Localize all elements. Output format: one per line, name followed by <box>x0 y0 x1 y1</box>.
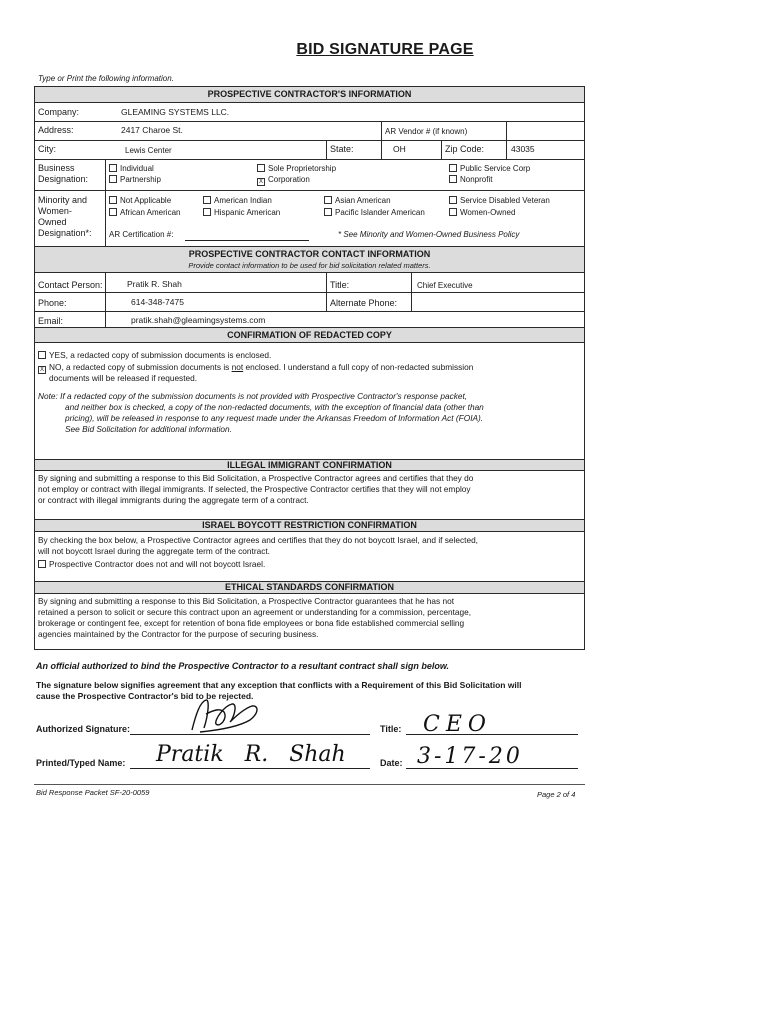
israel-checkbox-option[interactable]: Prospective Contractor does not and will not boycott Israel. <box>38 559 579 570</box>
redacted-note-1: Note: If a redacted copy of the submission documents is not provided with Prospective Contractor's response packet, <box>38 391 468 401</box>
minority-policy-note: * See Minority and Women-Owned Business Policy <box>338 230 520 239</box>
city-label: City: <box>38 144 56 154</box>
email-label: Email: <box>38 316 64 326</box>
contact-section-title: PROSPECTIVE CONTRACTOR CONTACT INFORMATION <box>188 249 431 259</box>
checkbox-checked-icon: X <box>258 179 263 185</box>
zip-label: Zip Code: <box>445 144 485 154</box>
minority-option-women-owned[interactable]: Women-Owned <box>449 208 515 218</box>
minority-option-not-applicable[interactable]: Not Applicable <box>109 196 171 206</box>
israel-line-2: will not boycott Israel during the aggregate term of the contract. <box>38 546 270 556</box>
printed-name-line[interactable] <box>130 768 370 769</box>
israel-line-1: By checking the box below, a Prospective Contractor agrees and certifies that they do not boycott Israel, and if selected, <box>38 535 478 545</box>
company-value[interactable]: GLEAMING SYSTEMS LLC. <box>121 107 230 117</box>
city-value[interactable]: Lewis Center <box>125 146 172 155</box>
checkbox-icon <box>38 351 46 359</box>
checkbox-icon <box>257 164 265 172</box>
minority-label-2: Women- <box>38 206 72 216</box>
section-header-contractor-info: PROSPECTIVE CONTRACTOR'S INFORMATION <box>35 87 584 103</box>
checkbox-icon <box>109 164 117 172</box>
handwritten-signature-image <box>180 694 270 740</box>
minority-label-3: Owned <box>38 217 67 227</box>
checkbox-icon <box>324 208 332 216</box>
redacted-note-4: See Bid Solicitation for additional information. <box>65 424 232 434</box>
minority-label-4: Designation*: <box>38 228 92 238</box>
checkbox-checked-icon: X <box>39 367 44 373</box>
checkbox-icon <box>109 208 117 216</box>
checkbox-icon <box>38 560 46 568</box>
checkbox-icon <box>203 196 211 204</box>
minority-option-pacific-islander[interactable]: Pacific Islander American <box>324 208 425 218</box>
footer-page-number: Page 2 of 4 <box>537 790 576 799</box>
page-title: BID SIGNATURE PAGE <box>296 41 474 58</box>
contact-section-subtitle: Provide contact information to be used for bid solicitation related matters. <box>188 261 431 270</box>
official-authorization-note: An official authorized to bind the Prospective Contractor to a resultant contract shall sign below. <box>36 661 450 671</box>
title-label: Title: <box>380 724 402 734</box>
business-option-corporation[interactable]: X Corporation <box>258 175 310 185</box>
illegal-line-1: By signing and submitting a response to this Bid Solicitation, a Prospective Contractor agrees and certifies that they do <box>38 473 474 483</box>
contact-person-value[interactable]: Pratik R. Shah <box>127 279 182 289</box>
checkbox-icon <box>324 196 332 204</box>
checkbox-icon <box>109 196 117 204</box>
ethics-line-4: agencies maintained by the Contractor for the purpose of securing business. <box>38 629 319 639</box>
footer-form-id: Bid Response Packet SF-20-0059 <box>36 788 150 797</box>
section-header-ethical-standards: ETHICAL STANDARDS CONFIRMATION <box>35 581 584 594</box>
section-header-redacted-copy: CONFIRMATION OF REDACTED COPY <box>35 327 584 343</box>
redacted-yes-option[interactable]: YES, a redacted copy of submission documents is enclosed. <box>38 350 579 361</box>
business-label-2: Designation: <box>38 174 89 184</box>
minority-label-1: Minority and <box>38 195 88 205</box>
checkbox-icon <box>449 208 457 216</box>
section-header-israel-boycott: ISRAEL BOYCOTT RESTRICTION CONFIRMATION <box>35 519 584 532</box>
contact-title-value[interactable]: Chief Executive <box>417 281 473 290</box>
contractor-form <box>34 86 585 650</box>
email-value[interactable]: pratik.shah@gleamingsystems.com <box>131 315 266 325</box>
zip-value[interactable]: 43035 <box>511 144 535 154</box>
printed-name-label: Printed/Typed Name: <box>36 758 126 768</box>
instruction-text: Type or Print the following information. <box>38 74 174 83</box>
printed-name-handwritten: Pratik R. Shah <box>156 742 346 767</box>
agreement-line-2: cause the Prospective Contractor's bid to be rejected. <box>36 691 254 701</box>
checkbox-icon <box>203 208 211 216</box>
business-option-partnership[interactable]: Partnership <box>109 175 161 185</box>
redacted-no-option-cont: documents will be released if requested. <box>49 373 198 383</box>
ar-certification-field[interactable] <box>185 240 309 241</box>
minority-option-service-disabled-veteran[interactable]: Service Disabled Veteran <box>449 196 550 206</box>
phone-label: Phone: <box>38 298 67 308</box>
alternate-phone-label: Alternate Phone: <box>330 298 398 308</box>
vendor-label: AR Vendor # (if known) <box>385 127 468 136</box>
title-handwritten: CEO <box>423 712 492 737</box>
business-option-sole-proprietorship[interactable]: Sole Proprietorship <box>257 164 336 174</box>
contact-person-label: Contact Person: <box>38 280 103 290</box>
agreement-line-1: The signature below signifies agreement that any exception that conflicts with a Requirement of this Bid Solicitation will <box>36 680 522 690</box>
redacted-no-option[interactable]: X NO, a redacted copy of submission documents is not enclosed. I understand a full copy of non-redacted submission <box>39 362 474 373</box>
redacted-note-3: pricing), will be released in response to any request made under the Arkansas Freedom of Information Act (FOIA). <box>65 413 484 423</box>
ethics-line-2: retained a person to solicit or secure this contract upon an agreement or understanding for a commission, percentage, <box>38 607 472 617</box>
checkbox-icon <box>449 175 457 183</box>
checkbox-icon <box>109 175 117 183</box>
section-header-illegal-immigrant: ILLEGAL IMMIGRANT CONFIRMATION <box>35 459 584 471</box>
authorized-signature-label: Authorized Signature: <box>36 724 130 734</box>
business-label-1: Business <box>38 163 75 173</box>
redacted-note-2: and neither box is checked, a copy of the non-redacted documents, with the exception of financial data (other than <box>65 402 484 412</box>
footer-divider <box>34 784 585 785</box>
state-label: State: <box>330 144 354 154</box>
state-value[interactable]: OH <box>393 144 406 154</box>
business-option-nonprofit[interactable]: Nonprofit <box>449 175 492 185</box>
minority-option-african-american[interactable]: African American <box>109 208 180 218</box>
checkbox-icon <box>449 164 457 172</box>
ethics-line-3: brokerage or contingent fee, except for retention of bona fide employees or bona fide established commercial selling <box>38 618 465 628</box>
minority-option-asian-american[interactable]: Asian American <box>324 196 391 206</box>
contact-title-label: Title: <box>330 280 350 290</box>
address-label: Address: <box>38 125 74 135</box>
phone-value[interactable]: 614-348-7475 <box>131 297 184 307</box>
date-label: Date: <box>380 758 403 768</box>
illegal-line-2: not employ or contract with illegal immigrants. If selected, the Prospective Contractor certifies that they will not employ <box>38 484 471 494</box>
business-option-public-service-corp[interactable]: Public Service Corp <box>449 164 530 174</box>
business-option-individual[interactable]: Individual <box>109 164 154 174</box>
ethics-line-1: By signing and submitting a response to this Bid Solicitation, a Prospective Contractor guarantees that he has not <box>38 596 455 606</box>
address-value[interactable]: 2417 Charoe St. <box>121 125 183 135</box>
illegal-line-3: or contract with illegal immigrants during the aggregate term of a contract. <box>38 495 309 505</box>
minority-option-hispanic-american[interactable]: Hispanic American <box>203 208 280 218</box>
date-handwritten: 3-17-20 <box>417 744 523 769</box>
checkbox-icon <box>449 196 457 204</box>
ar-certification-label: AR Certification #: <box>109 230 174 239</box>
company-label: Company: <box>38 107 80 117</box>
section-header-contact-info <box>35 246 584 273</box>
minority-option-american-indian[interactable]: American Indian <box>203 196 272 206</box>
